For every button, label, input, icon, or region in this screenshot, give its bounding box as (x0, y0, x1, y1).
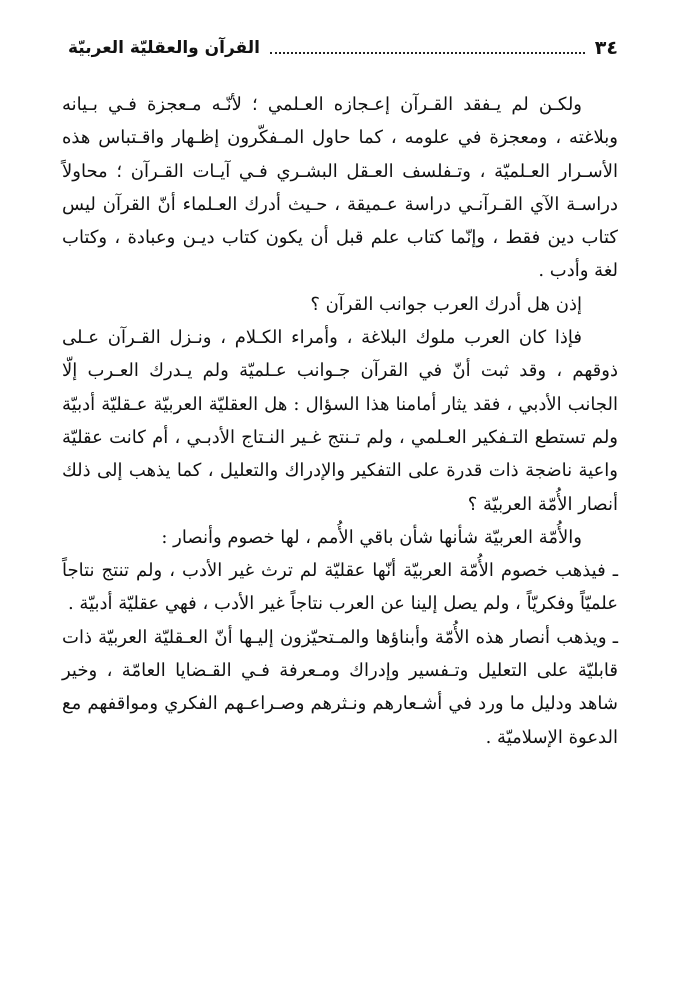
paragraph-opponents-view: ـ فيذهب خصوم الأُمّة العربيّة أنّها عقليّة لم ترث غير الأدب ، ولم تنتج نتاجاً علميّاً وفكريّاً ، ولم يصل إلينا عن العرب نتاجاً غير الأدب ، فهي عقليّة أدبيّة . (62, 560, 618, 615)
page-number: ٣٤ (594, 37, 618, 59)
body-text (62, 88, 618, 754)
paragraph-argument: فإذا كان العرب ملوك البلاغة ، وأمراء الكـلام ، ونـزل القـرآن عـلى ذوقهم ، وقد ثبت أنّ في القرآن جـوانب عـلميّة ولم يـدرك العـرب إلّا الجانب الأدبي ، فقد يثار أمامنا هذا السؤال : هل العقليّة العربيّة عـقليّة أدبيّة ولم تستطع التـفكير العـلمي ، ولم تـنتج غـير النـتاج الأدبـي ، أم كانت عقليّة واعية ناضجة ذات قدرة على التفكير والإدراك والتعليل ، كما يذهب إلى ذلك أنصار الأُمّة العربيّة ؟ (62, 327, 618, 515)
dotted-leader (270, 52, 585, 54)
page-header (68, 32, 618, 60)
paragraph-opponents-supporters: والأُمّة العربيّة شأنها شأن باقي الأُمم ، لها خصوم وأنصار : (161, 526, 582, 548)
running-title: القرآن والعقليّة العربيّة (68, 38, 261, 58)
paragraph-question: إذن هل أدرك العرب جوانب القرآن ؟ (310, 293, 582, 315)
paragraph-supporters-view: ـ ويذهب أنصار هذه الأُمّة وأبناؤها والمـتحيّزون إليـها أنّ العـقليّة العربيّة ذات قابليّة على التعليل وتـفسير وإدراك ومـعرفة فـي القـضايا العامّة ، وخير شاهد ودليل ما ورد في أشـعارهم ونـثرهم وصـراعـهم الفكري ومواقفهم مع الدعوة الإسلاميّة . (62, 626, 618, 748)
paragraph-intro: ولكـن لم يـفقد القـرآن إعـجازه العـلمي ؛ لأنّـه مـعجزة فـي بـيانه وبلاغته ، ومعجزة في علومه ، كما حاول المـفكّرون إظـهار واقـتباس هذه الأسـرار العـلميّة ، وتـفلسف العـقل البشـري فـي آيـات القـرآن ؛ محاولاً دراسـة الآي القـرآنـي دراسة عـميقة ، حـيث أدرك العـلماء أنّ القرآن ليس كتاب دين فقط ، وإنّما كتاب علم قبل أن يكون كتاب ديـن وعبادة ، وكتاب لغة وأدب . (62, 94, 618, 282)
